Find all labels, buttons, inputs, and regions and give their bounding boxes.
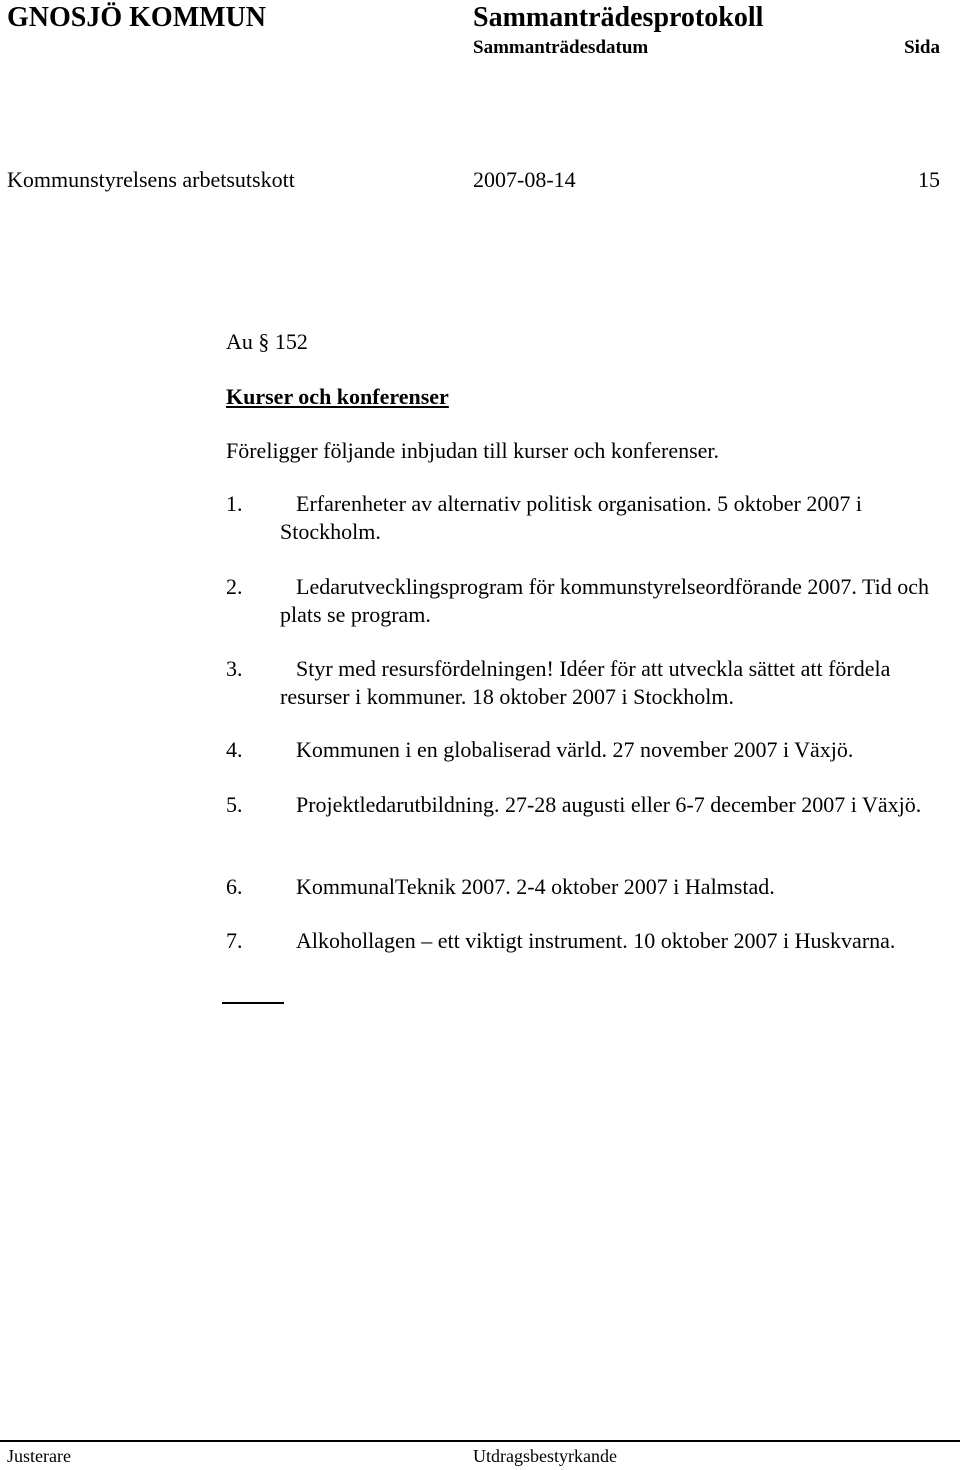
list-item: [226, 927, 946, 955]
document-type-title: Sammanträdesprotokoll: [473, 2, 764, 33]
footer-certification-label: Utdragsbestyrkande: [473, 1446, 617, 1466]
meeting-date: 2007-08-14: [473, 167, 576, 192]
list-item-number: 1.: [226, 491, 243, 516]
section-end-rule: [222, 1002, 284, 1004]
list-item: [226, 791, 946, 819]
list-item-number: 5.: [226, 792, 243, 817]
page-number: 15: [918, 167, 940, 192]
list-item-number: 6.: [226, 874, 243, 899]
list-item-text: Erfarenheter av alternativ politisk organisation. 5 oktober 2007 i Stockholm.: [280, 491, 862, 544]
committee-name: Kommunstyrelsens arbetsutskott: [7, 167, 295, 192]
list-item-text: Projektledarutbildning. 27-28 augusti eller 6-7 december 2007 i Växjö.: [296, 792, 922, 817]
list-item-number: 3.: [226, 656, 243, 681]
footer-adjuster-label: Justerare: [7, 1446, 71, 1466]
list-item-text: Alkohollagen – ett viktigt instrument. 10 oktober 2007 i Huskvarna.: [296, 928, 896, 953]
meeting-date-label: Sammanträdesdatum: [473, 37, 649, 58]
page-label: Sida: [904, 37, 940, 58]
list-item-number: 7.: [226, 928, 243, 953]
paragraph-reference: Au § 152: [226, 329, 308, 354]
footer-divider: [0, 1440, 960, 1442]
section-title: Kurser och konferenser: [226, 384, 449, 409]
list-item: [226, 490, 946, 546]
list-item-text: Ledarutvecklingsprogram för kommunstyrelseordförande 2007. Tid och plats se program.: [280, 574, 929, 627]
list-item: [226, 655, 946, 711]
municipality-name: GNOSJÖ KOMMUN: [7, 2, 266, 33]
list-item-number: 2.: [226, 574, 243, 599]
list-item-number: 4.: [226, 737, 243, 762]
list-item-text: KommunalTeknik 2007. 2-4 oktober 2007 i Halmstad.: [296, 874, 775, 899]
list-item-text: Styr med resursfördelningen! Idéer för att utveckla sättet att fördela resurser i kommuner. 18 oktober 2007 i Stockholm.: [280, 656, 891, 709]
list-item: [226, 573, 946, 629]
list-item-text: Kommunen i en globaliserad värld. 27 november 2007 i Växjö.: [296, 737, 854, 762]
list-item: [226, 873, 946, 901]
list-item: [226, 736, 946, 764]
section-intro: Föreligger följande inbjudan till kurser och konferenser.: [226, 438, 720, 463]
